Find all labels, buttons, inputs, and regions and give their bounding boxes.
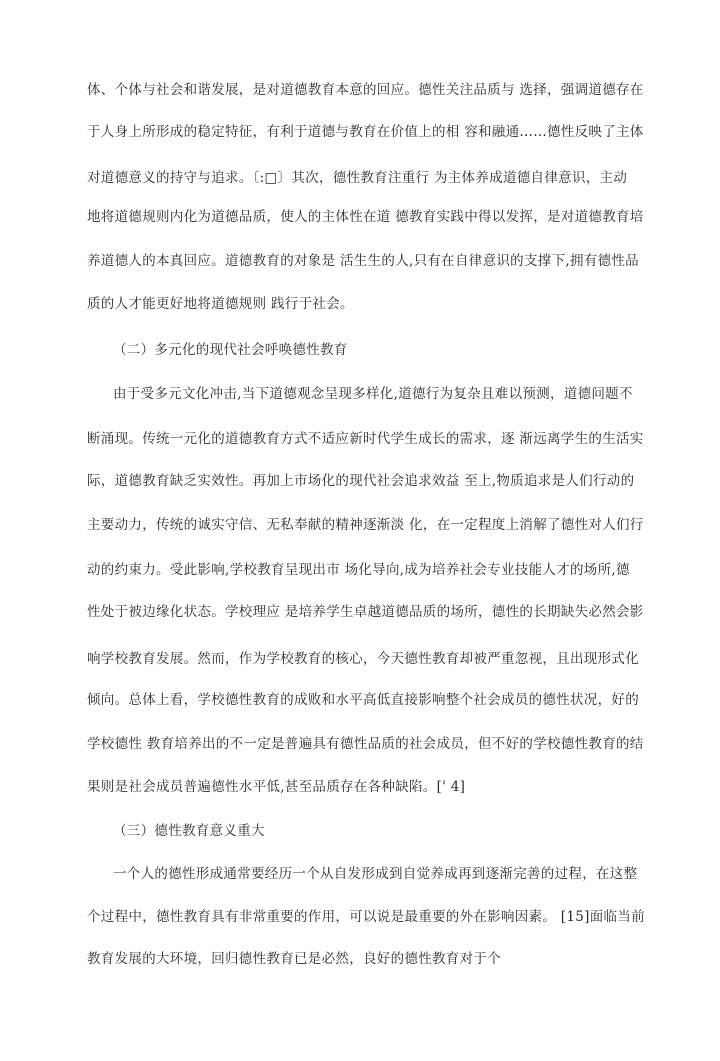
paragraph-line-7: 由于受多元文化冲击,当下道德观念呈现多样化,道德行为复杂且难以预测，道德问题不 [113,386,633,402]
paragraph-line-3: 对道德意义的持守与追求。〔:□〕其次，德性教育注重行 为主体养成道德自律意识，主动 [87,170,628,186]
paragraph-line-4: 地将道德规则内化为道德品质，使人的主体性在道 德教育实践中得以发挥，是对道德教育培 [87,209,644,225]
paragraph-line-16: 果则是社会成员普遍德性水平低,甚至品质存在各种缺陷。[' 4] [87,779,466,795]
paragraph-line-5: 养道德人的本真回应。道德教育的对象是 活生生的人,只有在自律意识的支撑下,拥有德性品 [87,253,639,269]
paragraph-line-17: 一个人的德性形成通常要经历一个从自发形成到自觉养成再到逐渐完善的过程，在这整 [113,866,638,882]
paragraph-line-10: 主要动力，传统的诚实守信、无私奉献的精神逐渐淡 化，在一定程度上消解了德性对人们行 [87,517,644,533]
paragraph-line-15: 学校德性 教育培养出的不一定是普遍具有德性品质的社会成员，但不好的学校德性教育的结 [87,736,644,752]
paragraph-line-12: 性处于被边缘化状态。学校理应 是培养学生卓越道德品质的场所，德性的长期缺失必然会影 [87,604,644,620]
paragraph-line-9: 际，道德教育缺乏实效性。再加上市场化的现代社会追求效益 至上,物质追求是人们行动的 [87,473,635,489]
paragraph-line-8: 断涌现。传统一元化的道德教育方式不适应新时代学生成长的需求，逐 渐远离学生的生活实 [87,431,644,447]
paragraph-line-6: 质的人才能更好地将道德规则 践行于社会。 [87,296,354,312]
paragraph-line-19: 教育发展的大环境，回归德性教育已是必然，良好的德性教育对于个 [87,951,501,967]
paragraph-line-13: 响学校教育发展。然而，作为学校教育的核心，今天德性教育却被严重忽视，且出现形式化 [87,651,639,667]
paragraph-line-14: 倾向。总体上看，学校德性教育的成败和水平高低直接影响整个社会成员的德性状况，好的 [87,692,639,708]
paragraph-line-18: 个过程中，德性教育具有非常重要的作用，可以说是最重要的外在影响因素。 [15]面临当前 [87,909,645,925]
section-heading-3: （三）德性教育意义重大 [113,823,265,839]
paragraph-line-2: 于人身上所形成的稳定特征，有利于道德与教育在价值上的相 容和融通……德性反映了主体 [87,124,644,140]
paragraph-line-1: 体、个体与社会和谐发展，是对道德教育本意的回应。德性关注品质与 选择，强调道德存在 [87,82,644,98]
section-heading-2: （二）多元化的现代社会呼唤德性教育 [113,342,348,358]
paragraph-line-11: 动的约束力。受此影响,学校教育呈现出市 场化导向,成为培养社会专业技能人才的场所,德 [87,562,630,578]
